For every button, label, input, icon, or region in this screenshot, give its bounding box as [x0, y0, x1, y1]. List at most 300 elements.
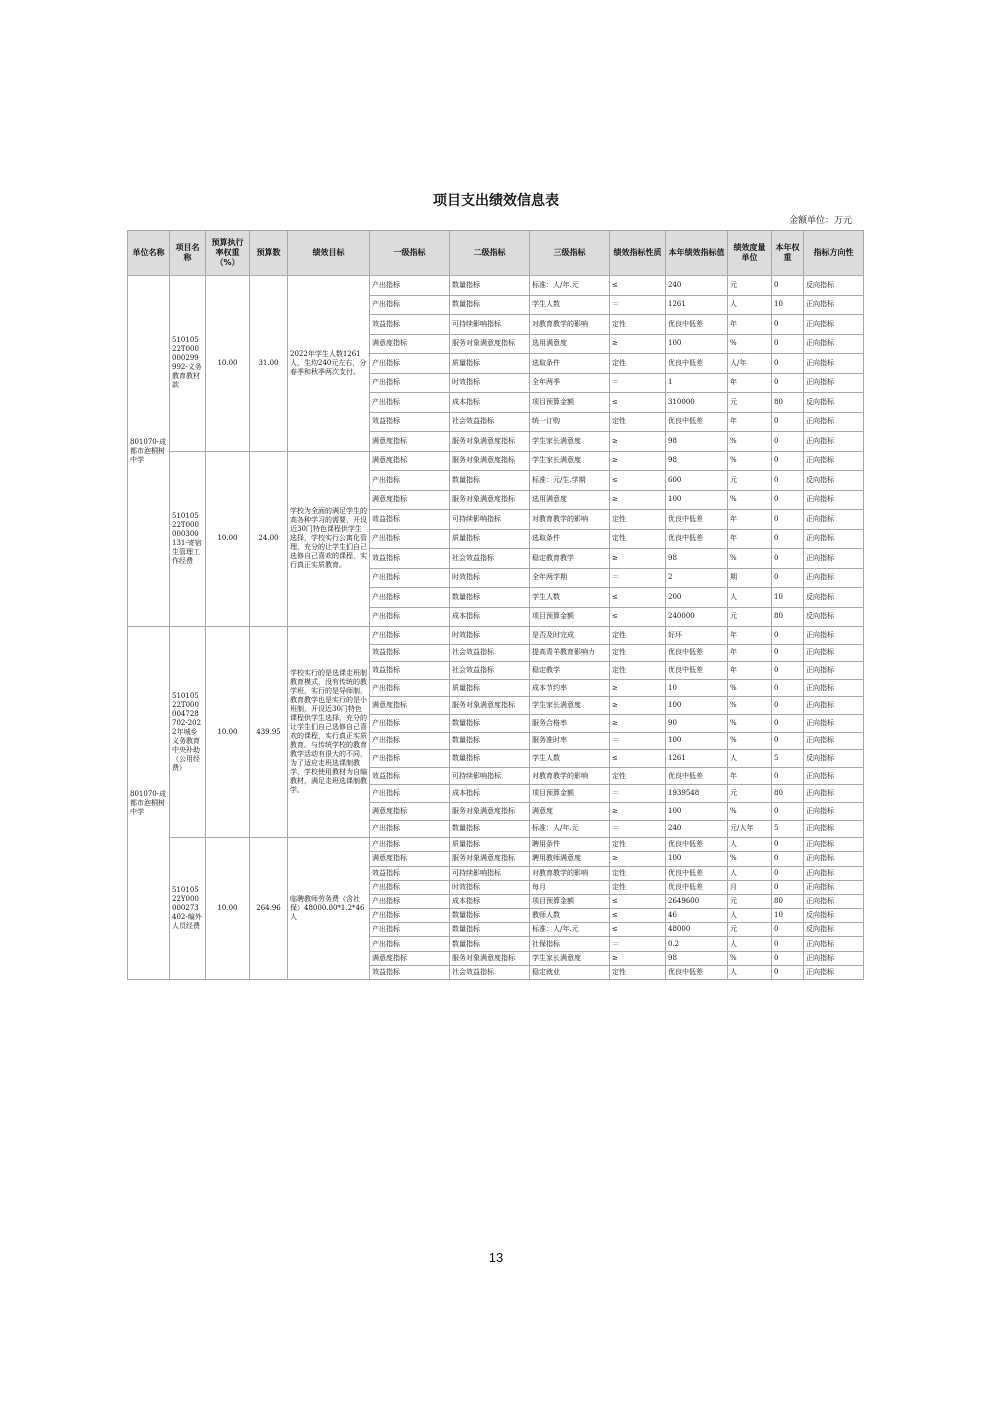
nature-cell: ≤	[610, 393, 666, 413]
direction-cell: 反向指标	[804, 276, 864, 296]
direction-cell: 正向指标	[804, 852, 864, 866]
direction-cell: 正向指标	[804, 529, 864, 549]
level2-cell: 社会效益指标	[450, 965, 530, 979]
direction-cell: 正向指标	[804, 315, 864, 335]
level1-cell: 产出指标	[370, 295, 450, 315]
level2-cell: 数量指标	[450, 750, 530, 768]
measure-unit-cell: %	[728, 490, 772, 510]
level2-cell: 可持续影响指标	[450, 510, 530, 530]
direction-cell: 正向指标	[804, 490, 864, 510]
level1-cell: 满意度指标	[370, 432, 450, 452]
value-cell: 90	[666, 714, 728, 732]
measure-unit-cell: 元	[728, 607, 772, 627]
measure-unit-cell: 年	[728, 644, 772, 662]
weight-cell: 0	[772, 951, 804, 965]
level3-cell: 选用满意度	[530, 490, 610, 510]
level2-cell: 服务对象满意度指标	[450, 852, 530, 866]
level3-cell: 项目预算金额	[530, 393, 610, 413]
nature-cell: ＝	[610, 732, 666, 750]
level1-cell: 产出指标	[370, 923, 450, 937]
nature-cell: ≥	[610, 334, 666, 354]
measure-unit-cell: %	[728, 451, 772, 471]
weight-cell: 80	[772, 393, 804, 413]
level3-cell: 学生人数	[530, 588, 610, 608]
level2-cell: 社会效益指标	[450, 644, 530, 662]
value-cell: 1261	[666, 750, 728, 768]
level3-cell: 对教育教学的影响	[530, 767, 610, 785]
weight-cell: 0	[772, 662, 804, 680]
page-number: 13	[488, 1250, 504, 1265]
level1-cell: 效益指标	[370, 510, 450, 530]
weight-cell: 0	[772, 334, 804, 354]
col-direction: 指标方向性	[804, 231, 864, 276]
level3-cell: 稳定教育教学	[530, 549, 610, 569]
value-cell: 优良中低差	[666, 880, 728, 894]
col-exec-weight: 预算执行率权重（%）	[206, 231, 250, 276]
level3-cell: 项目预算金额	[530, 785, 610, 803]
level1-cell: 产出指标	[370, 820, 450, 838]
value-cell: 优良中低差	[666, 315, 728, 335]
col-value: 本年绩效指标值	[666, 231, 728, 276]
page-title: 项目支出绩效信息表	[433, 193, 559, 209]
weight-cell: 0	[772, 937, 804, 951]
level2-cell: 时效指标	[450, 373, 530, 393]
measure-unit-cell: %	[728, 951, 772, 965]
nature-cell: 定性	[610, 662, 666, 680]
value-cell: 100	[666, 802, 728, 820]
weight-cell: 5	[772, 820, 804, 838]
level2-cell: 社会效益指标	[450, 412, 530, 432]
nature-cell: ＝	[610, 937, 666, 951]
direction-cell: 正向指标	[804, 662, 864, 680]
level2-cell: 质量指标	[450, 529, 530, 549]
value-cell: 98	[666, 549, 728, 569]
level2-cell: 质量指标	[450, 679, 530, 697]
nature-cell: ≤	[610, 471, 666, 491]
level3-cell: 社保指标	[530, 937, 610, 951]
level2-cell: 服务对象满意度指标	[450, 951, 530, 965]
nature-cell: ≥	[610, 714, 666, 732]
level1-cell: 产出指标	[370, 529, 450, 549]
level3-cell: 选取条件	[530, 354, 610, 374]
value-cell: 98	[666, 432, 728, 452]
level3-cell: 全年两学期	[530, 568, 610, 588]
project-name-cell: 51010522T000004728702-2022年城乡义务教育中央补助（公用经费）	[170, 627, 206, 838]
level3-cell: 聘用条件	[530, 838, 610, 852]
budget-cell: 24.00	[250, 451, 288, 627]
level2-cell: 数量指标	[450, 909, 530, 923]
level1-cell: 产出指标	[370, 354, 450, 374]
level1-cell: 效益指标	[370, 866, 450, 880]
level1-cell: 效益指标	[370, 965, 450, 979]
value-cell: 10	[666, 679, 728, 697]
direction-cell: 反向指标	[804, 909, 864, 923]
budget-cell: 439.95	[250, 627, 288, 838]
direction-cell: 正向指标	[804, 838, 864, 852]
weight-cell: 0	[772, 510, 804, 530]
level3-cell: 标准：人/年.元	[530, 820, 610, 838]
measure-unit-cell: 年	[728, 510, 772, 530]
measure-unit-cell: %	[728, 679, 772, 697]
level1-cell: 产出指标	[370, 909, 450, 923]
direction-cell: 正向指标	[804, 965, 864, 979]
project-name-cell: 51010522Y000000273402-编外人员经费	[170, 838, 206, 980]
level1-cell: 产出指标	[370, 880, 450, 894]
level3-cell: 聘用教师满意度	[530, 852, 610, 866]
level2-cell: 服务对象满意度指标	[450, 334, 530, 354]
weight-cell: 0	[772, 529, 804, 549]
nature-cell: 定性	[610, 838, 666, 852]
direction-cell: 正向指标	[804, 295, 864, 315]
nature-cell: 定性	[610, 767, 666, 785]
level1-cell: 产出指标	[370, 732, 450, 750]
nature-cell: 定性	[610, 866, 666, 880]
measure-unit-cell: 人	[728, 588, 772, 608]
measure-unit-cell: 年	[728, 373, 772, 393]
level2-cell: 时效指标	[450, 568, 530, 588]
level3-cell: 对教育教学的影响	[530, 315, 610, 335]
measure-unit-cell: %	[728, 802, 772, 820]
measure-unit-cell: %	[728, 549, 772, 569]
direction-cell: 正向指标	[804, 951, 864, 965]
weight-cell: 0	[772, 432, 804, 452]
measure-unit-cell: 人/年	[728, 354, 772, 374]
measure-unit-cell: 年	[728, 315, 772, 335]
direction-cell: 正向指标	[804, 627, 864, 645]
level3-cell: 学生人数	[530, 295, 610, 315]
measure-unit-cell: %	[728, 697, 772, 715]
table-header-row	[128, 231, 864, 276]
measure-unit-cell: 月	[728, 880, 772, 894]
direction-cell: 正向指标	[804, 732, 864, 750]
measure-unit-cell: %	[728, 432, 772, 452]
weight-cell: 0	[772, 866, 804, 880]
amount-unit-note: 金额单位：万元	[788, 216, 852, 226]
measure-unit-cell: 元	[728, 276, 772, 296]
performance-table	[127, 230, 864, 980]
budget-cell: 264.96	[250, 838, 288, 980]
nature-cell: ≤	[610, 588, 666, 608]
measure-unit-cell: 人	[728, 838, 772, 852]
value-cell: 1261	[666, 295, 728, 315]
value-cell: 100	[666, 334, 728, 354]
nature-cell: 定性	[610, 354, 666, 374]
level2-cell: 社会效益指标	[450, 662, 530, 680]
weight-cell: 0	[772, 568, 804, 588]
level1-cell: 产出指标	[370, 679, 450, 697]
value-cell: 1	[666, 373, 728, 393]
nature-cell: ≥	[610, 451, 666, 471]
weight-cell: 80	[772, 894, 804, 908]
level2-cell: 数量指标	[450, 923, 530, 937]
direction-cell: 正向指标	[804, 412, 864, 432]
value-cell: 98	[666, 451, 728, 471]
weight-cell: 0	[772, 451, 804, 471]
weight-cell: 0	[772, 732, 804, 750]
weight-cell: 0	[772, 315, 804, 335]
measure-unit-cell: 年	[728, 662, 772, 680]
level1-cell: 产出指标	[370, 627, 450, 645]
direction-cell: 正向指标	[804, 880, 864, 894]
level2-cell: 服务对象满意度指标	[450, 490, 530, 510]
level1-cell: 满意度指标	[370, 802, 450, 820]
level3-cell: 满意度	[530, 802, 610, 820]
value-cell: 100	[666, 852, 728, 866]
nature-cell: ≤	[610, 607, 666, 627]
level3-cell: 提高青羊教育影响力	[530, 644, 610, 662]
weight-cell: 0	[772, 923, 804, 937]
nature-cell: ≤	[610, 923, 666, 937]
table-body	[128, 276, 864, 980]
project-name-cell: 51010522T000000300131-寄宿生管理工作经费	[170, 451, 206, 627]
nature-cell: 定性	[610, 627, 666, 645]
weight-cell: 0	[772, 276, 804, 296]
direction-cell: 正向指标	[804, 697, 864, 715]
value-cell: 优良中低差	[666, 767, 728, 785]
direction-cell: 正向指标	[804, 820, 864, 838]
nature-cell: ≥	[610, 951, 666, 965]
nature-cell: 定性	[610, 412, 666, 432]
level1-cell: 满意度指标	[370, 852, 450, 866]
nature-cell: 定性	[610, 529, 666, 549]
project-name-cell: 51010522T000000299992-义务教育教材款	[170, 276, 206, 452]
value-cell: 优良中低差	[666, 354, 728, 374]
direction-cell: 反向指标	[804, 471, 864, 491]
nature-cell: ＝	[610, 820, 666, 838]
level3-cell: 学生家长满意度	[530, 432, 610, 452]
weight-cell: 0	[772, 490, 804, 510]
level2-cell: 服务对象满意度指标	[450, 697, 530, 715]
level1-cell: 效益指标	[370, 412, 450, 432]
level1-cell: 产出指标	[370, 373, 450, 393]
goal-cell: 学校为全面的满足学生的高各种学习的需要，开设近30门特色课程供学生选择，学校实行公寓化管理，充分的让学生们自己选修自己喜欢的课程，实行真正实质教育。	[288, 451, 370, 627]
level3-cell: 选用满意度	[530, 334, 610, 354]
nature-cell: ≤	[610, 750, 666, 768]
value-cell: 1939548	[666, 785, 728, 803]
level1-cell: 产出指标	[370, 568, 450, 588]
measure-unit-cell: 年	[728, 529, 772, 549]
value-cell: 100	[666, 490, 728, 510]
weight-cell: 0	[772, 697, 804, 715]
level3-cell: 学生家长满意度	[530, 697, 610, 715]
value-cell: 100	[666, 732, 728, 750]
level2-cell: 社会效益指标	[450, 549, 530, 569]
value-cell: 优良中低差	[666, 644, 728, 662]
value-cell: 优良中低差	[666, 412, 728, 432]
level3-cell: 学生家长满意度	[530, 451, 610, 471]
level2-cell: 可持续影响指标	[450, 767, 530, 785]
measure-unit-cell: 年	[728, 767, 772, 785]
level2-cell: 成本指标	[450, 785, 530, 803]
weight-cell: 10	[772, 909, 804, 923]
level2-cell: 成本指标	[450, 393, 530, 413]
weight-cell: 0	[772, 627, 804, 645]
level1-cell: 满意度指标	[370, 697, 450, 715]
measure-unit-cell: %	[728, 334, 772, 354]
level1-cell: 效益指标	[370, 549, 450, 569]
value-cell: 200	[666, 588, 728, 608]
direction-cell: 正向指标	[804, 679, 864, 697]
table-row	[128, 276, 864, 296]
measure-unit-cell: 期	[728, 568, 772, 588]
level2-cell: 质量指标	[450, 354, 530, 374]
value-cell: 46	[666, 909, 728, 923]
nature-cell: ＝	[610, 568, 666, 588]
direction-cell: 正向指标	[804, 568, 864, 588]
weight-cell: 10	[772, 295, 804, 315]
direction-cell: 正向指标	[804, 937, 864, 951]
level1-cell: 满意度指标	[370, 334, 450, 354]
level2-cell: 质量指标	[450, 838, 530, 852]
col-measure-unit: 绩效度量单位	[728, 231, 772, 276]
nature-cell: ≥	[610, 490, 666, 510]
measure-unit-cell: 人	[728, 965, 772, 979]
value-cell: 48000	[666, 923, 728, 937]
table-row	[128, 451, 864, 471]
measure-unit-cell: 人	[728, 937, 772, 951]
direction-cell: 正向指标	[804, 644, 864, 662]
level1-cell: 产出指标	[370, 607, 450, 627]
direction-cell: 反向指标	[804, 750, 864, 768]
level1-cell: 产出指标	[370, 750, 450, 768]
direction-cell: 正向指标	[804, 802, 864, 820]
value-cell: 2649600	[666, 894, 728, 908]
weight-cell: 0	[772, 354, 804, 374]
nature-cell: ＝	[610, 373, 666, 393]
level3-cell: 服务准时率	[530, 732, 610, 750]
direction-cell: 正向指标	[804, 373, 864, 393]
level3-cell: 服务合格率	[530, 714, 610, 732]
weight-cell: 0	[772, 644, 804, 662]
direction-cell: 正向指标	[804, 767, 864, 785]
weight-cell: 5	[772, 750, 804, 768]
level1-cell: 产出指标	[370, 838, 450, 852]
measure-unit-cell: 元/人年	[728, 820, 772, 838]
nature-cell: ≥	[610, 432, 666, 452]
level3-cell: 项目预算金额	[530, 894, 610, 908]
weight-cell: 10	[772, 588, 804, 608]
level2-cell: 成本指标	[450, 894, 530, 908]
goal-cell: 临聘教师劳务费（含社保）48000.00*1.2*46人	[288, 838, 370, 980]
direction-cell: 正向指标	[804, 714, 864, 732]
level1-cell: 产出指标	[370, 276, 450, 296]
level2-cell: 成本指标	[450, 607, 530, 627]
level1-cell: 满意度指标	[370, 451, 450, 471]
level1-cell: 产出指标	[370, 714, 450, 732]
level1-cell: 满意度指标	[370, 490, 450, 510]
table-row	[128, 838, 864, 852]
level1-cell: 产出指标	[370, 785, 450, 803]
direction-cell: 正向指标	[804, 866, 864, 880]
weight-cell: 0	[772, 373, 804, 393]
level3-cell: 稳定就业	[530, 965, 610, 979]
level3-cell: 对教育教学的影响	[530, 510, 610, 530]
level1-cell: 效益指标	[370, 662, 450, 680]
direction-cell: 正向指标	[804, 334, 864, 354]
level2-cell: 数量指标	[450, 276, 530, 296]
level1-cell: 产出指标	[370, 393, 450, 413]
direction-cell: 正向指标	[804, 510, 864, 530]
value-cell: 600	[666, 471, 728, 491]
col-budget: 预算数	[250, 231, 288, 276]
nature-cell: 定性	[610, 880, 666, 894]
level2-cell: 服务对象满意度指标	[450, 432, 530, 452]
measure-unit-cell: 元	[728, 471, 772, 491]
level3-cell: 是否及时完成	[530, 627, 610, 645]
level3-cell: 选取条件	[530, 529, 610, 549]
direction-cell: 反向指标	[804, 588, 864, 608]
nature-cell: 定性	[610, 510, 666, 530]
col-weight: 本年权重	[772, 231, 804, 276]
level1-cell: 产出指标	[370, 937, 450, 951]
direction-cell: 正向指标	[804, 451, 864, 471]
measure-unit-cell: 年	[728, 627, 772, 645]
table-row	[128, 627, 864, 645]
level2-cell: 数量指标	[450, 714, 530, 732]
value-cell: 310000	[666, 393, 728, 413]
level1-cell: 效益指标	[370, 644, 450, 662]
level1-cell: 满意度指标	[370, 951, 450, 965]
value-cell: 240	[666, 820, 728, 838]
weight-cell: 0	[772, 767, 804, 785]
level2-cell: 数量指标	[450, 588, 530, 608]
measure-unit-cell: 人	[728, 866, 772, 880]
value-cell: 0.2	[666, 937, 728, 951]
value-cell: 2	[666, 568, 728, 588]
value-cell: 240	[666, 276, 728, 296]
level3-cell: 每月	[530, 880, 610, 894]
nature-cell: ＝	[610, 785, 666, 803]
nature-cell: ≤	[610, 909, 666, 923]
weight-cell: 0	[772, 880, 804, 894]
weight-cell: 0	[772, 965, 804, 979]
level2-cell: 数量指标	[450, 732, 530, 750]
level2-cell: 数量指标	[450, 937, 530, 951]
weight-cell: 0	[772, 852, 804, 866]
level1-cell: 产出指标	[370, 894, 450, 908]
measure-unit-cell: 人	[728, 909, 772, 923]
level3-cell: 项目预算金额	[530, 607, 610, 627]
budget-cell: 31.00	[250, 276, 288, 452]
nature-cell: 定性	[610, 315, 666, 335]
exec-weight-cell: 10.00	[206, 838, 250, 980]
exec-weight-cell: 10.00	[206, 276, 250, 452]
weight-cell: 0	[772, 802, 804, 820]
level2-cell: 可持续影响指标	[450, 315, 530, 335]
measure-unit-cell: 人	[728, 295, 772, 315]
level2-cell: 数量指标	[450, 820, 530, 838]
level3-cell: 学生家长满意度	[530, 951, 610, 965]
nature-cell: ≤	[610, 894, 666, 908]
direction-cell: 正向指标	[804, 549, 864, 569]
goal-cell: 2022年学生人数1261人，生均240元左右，分春季和秋季两次支付。	[288, 276, 370, 452]
unit-name-cell: 801070-成都市泡桐树中学	[128, 627, 170, 980]
weight-cell: 0	[772, 714, 804, 732]
value-cell: 优良中低差	[666, 510, 728, 530]
level3-cell: 稳定教学	[530, 662, 610, 680]
weight-cell: 0	[772, 412, 804, 432]
value-cell: 好坏	[666, 627, 728, 645]
weight-cell: 0	[772, 471, 804, 491]
level2-cell: 服务对象满意度指标	[450, 802, 530, 820]
measure-unit-cell: 元	[728, 894, 772, 908]
value-cell: 100	[666, 697, 728, 715]
level1-cell: 效益指标	[370, 767, 450, 785]
direction-cell: 反向指标	[804, 923, 864, 937]
level2-cell: 时效指标	[450, 880, 530, 894]
goal-cell: 学校实行的是选课走班制教育模式，没有传统的教学班，实行的是导师制，教育教学也是实行的是小班制，开设近30门特色课程供学生选择，充分的让学生们自己选修自己喜欢的课程，实行真正实质教育。与传统学校的教育教学活动有很大的不同，为了适应走班选课制教学，学校使用教材为自编教材，满足走班选课制教学。	[288, 627, 370, 838]
weight-cell: 0	[772, 549, 804, 569]
